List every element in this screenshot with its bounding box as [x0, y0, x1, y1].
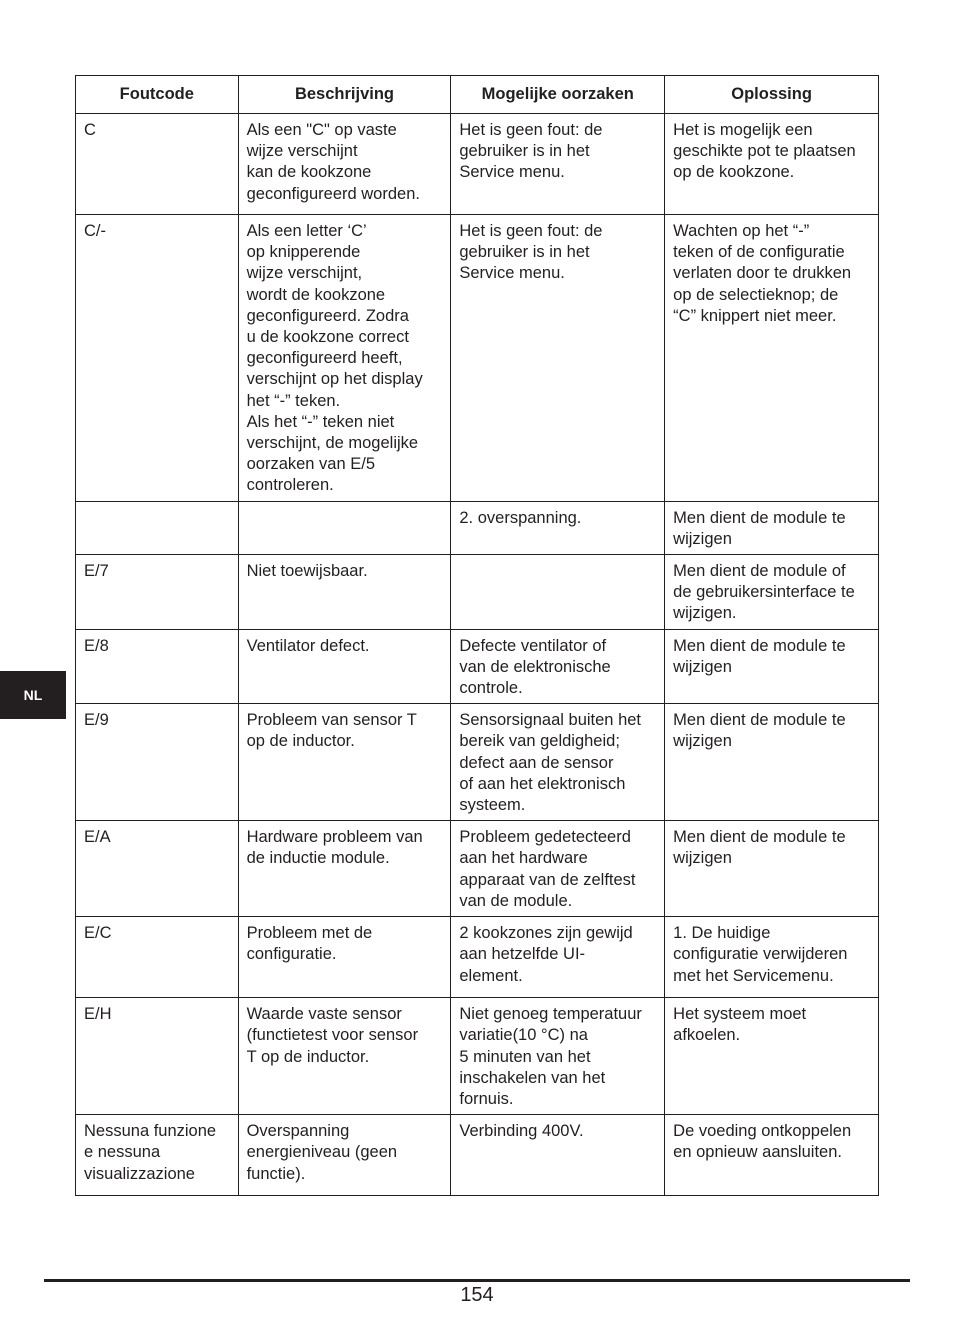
table-row	[76, 917, 879, 998]
cell-code: E/C	[76, 917, 239, 998]
table-header-row	[76, 76, 879, 114]
cell-cause: Defecte ventilator of van de elektronische controle.	[451, 629, 665, 704]
cell-code: E/9	[76, 704, 239, 821]
table-row	[76, 215, 879, 502]
cell-description	[238, 501, 451, 554]
footer-divider	[44, 1279, 910, 1282]
cell-description: Als een letter ‘C’ op knipperende wijze verschijnt, wordt de kookzone geconfigureerd. Zodra u de kookzone correct geconfigureerd heeft, verschijnt op het display het “-” teken. Als het “-” teken niet verschijnt, de mogelijke oorzaken van E/5 controleren.	[238, 215, 451, 502]
cell-code: E/H	[76, 998, 239, 1115]
cell-cause: 2. overspanning.	[451, 501, 665, 554]
table-row	[76, 555, 879, 630]
language-tab: NL	[0, 671, 66, 719]
cell-solution: De voeding ontkoppelen en opnieuw aansluiten.	[665, 1115, 879, 1196]
cell-cause: Het is geen fout: de gebruiker is in het Service menu.	[451, 215, 665, 502]
table-row	[76, 629, 879, 704]
cell-solution: Wachten op het “-” teken of de configuratie verlaten door te drukken op de selectieknop; de “C” knippert niet meer.	[665, 215, 879, 502]
cell-code: E/A	[76, 821, 239, 917]
cell-description: Waarde vaste sensor (functietest voor sensor T op de inductor.	[238, 998, 451, 1115]
cell-description: Hardware probleem van de inductie module.	[238, 821, 451, 917]
cell-solution: Men dient de module te wijzigen	[665, 821, 879, 917]
column-header-foutcode: Foutcode	[76, 76, 239, 114]
cell-cause	[451, 555, 665, 630]
cell-solution: Het is mogelijk een geschikte pot te plaatsen op de kookzone.	[665, 114, 879, 215]
cell-code	[76, 501, 239, 554]
cell-code: C/-	[76, 215, 239, 502]
page-number: 154	[460, 1284, 494, 1306]
cell-description: Niet toewijsbaar.	[238, 555, 451, 630]
cell-description: Ventilator defect.	[238, 629, 451, 704]
error-code-table	[75, 75, 879, 1196]
cell-cause: Sensorsignaal buiten het bereik van geldigheid; defect aan de sensor of aan het elektronisch systeem.	[451, 704, 665, 821]
cell-description: Probleem van sensor T op de inductor.	[238, 704, 451, 821]
cell-cause: 2 kookzones zijn gewijd aan hetzelfde UI- element.	[451, 917, 665, 998]
cell-cause: Het is geen fout: de gebruiker is in het Service menu.	[451, 114, 665, 215]
cell-solution: Het systeem moet afkoelen.	[665, 998, 879, 1115]
cell-solution: Men dient de module te wijzigen	[665, 629, 879, 704]
table-row	[76, 704, 879, 821]
cell-solution: Men dient de module te wijzigen	[665, 501, 879, 554]
cell-description: Als een "C" op vaste wijze verschijnt kan de kookzone geconfigureerd worden.	[238, 114, 451, 215]
table-row	[76, 998, 879, 1115]
table-row	[76, 1115, 879, 1196]
cell-solution: 1. De huidige configuratie verwijderen met het Servicemenu.	[665, 917, 879, 998]
cell-solution: Men dient de module of de gebruikersinterface te wijzigen.	[665, 555, 879, 630]
table-row	[76, 501, 879, 554]
cell-code: E/7	[76, 555, 239, 630]
cell-cause: Verbinding 400V.	[451, 1115, 665, 1196]
cell-solution: Men dient de module te wijzigen	[665, 704, 879, 821]
cell-description: Probleem met de configuratie.	[238, 917, 451, 998]
column-header-oplossing: Oplossing	[665, 76, 879, 114]
cell-code: Nessuna funzione e nessuna visualizzazione	[76, 1115, 239, 1196]
column-header-beschrijving: Beschrijving	[238, 76, 451, 114]
cell-description: Overspanning energieniveau (geen functie).	[238, 1115, 451, 1196]
cell-code: E/8	[76, 629, 239, 704]
table-row	[76, 114, 879, 215]
cell-code: C	[76, 114, 239, 215]
cell-cause: Probleem gedetecteerd aan het hardware apparaat van de zelftest van de module.	[451, 821, 665, 917]
cell-cause: Niet genoeg temperatuur variatie(10 °C) na 5 minuten van het inschakelen van het fornuis.	[451, 998, 665, 1115]
column-header-oorzaken: Mogelijke oorzaken	[451, 76, 665, 114]
table-row	[76, 821, 879, 917]
